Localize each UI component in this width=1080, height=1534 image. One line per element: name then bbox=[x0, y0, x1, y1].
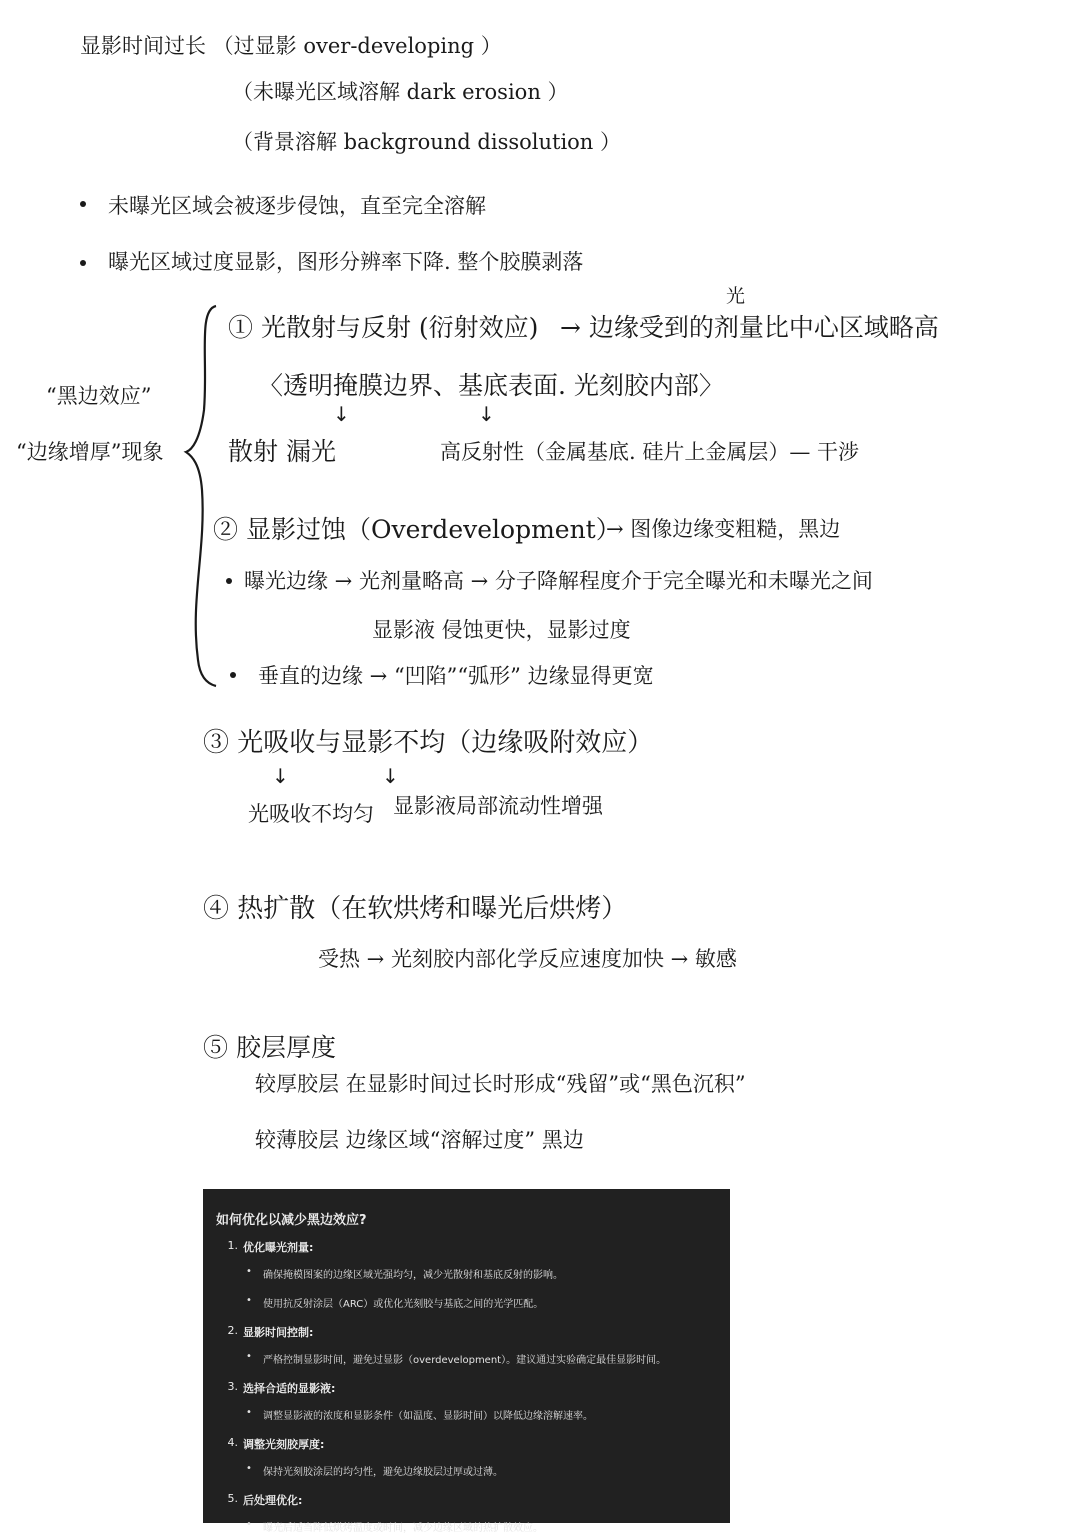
side-label-black-edge: “黑边效应” bbox=[46, 384, 152, 408]
panel-title: 如何优化以减少黑边效应? bbox=[216, 1213, 367, 1228]
panel-bullet-text: 使用抗反射涂层（ARC）或优化光刻胶与基底之间的光学匹配。 bbox=[263, 1299, 544, 1310]
item3-right-note: 显影液局部流动性增强 bbox=[393, 794, 603, 818]
intro-line-1: 显影时间过长 （过显影 over-developing ） bbox=[80, 34, 502, 58]
item5-line-2: 较薄胶层 边缘区域“溶解过度” 黑边 bbox=[255, 1128, 584, 1152]
bullet-icon: • bbox=[246, 1463, 252, 1474]
item2-arrow-text: → 图像边缘变粗糙，黑边 bbox=[606, 517, 841, 541]
panel-section bbox=[216, 1492, 718, 1534]
panel-section bbox=[216, 1239, 718, 1310]
panel-section-heading bbox=[216, 1324, 718, 1340]
item3-heading: ③ 光吸收与显影不均（边缘吸附效应） bbox=[203, 728, 654, 758]
item1-right-note: 高反射性（金属基底. 硅片上金属层）— 干涉 bbox=[440, 440, 860, 464]
panel-section-heading bbox=[216, 1436, 718, 1452]
bullet-icon: • bbox=[246, 1295, 252, 1306]
panel-section-heading bbox=[216, 1492, 718, 1508]
bullet-dot bbox=[80, 260, 86, 266]
panel-bullet bbox=[246, 1351, 718, 1366]
item4-heading: ④ 热扩散（在软烘烤和曝光后烘烤） bbox=[203, 894, 628, 924]
panel-section-heading bbox=[216, 1380, 718, 1396]
item1-caret-text: 光 bbox=[726, 285, 746, 307]
bullet-icon: • bbox=[246, 1519, 252, 1530]
side-label-edge-thickening: “边缘增厚”现象 bbox=[16, 440, 164, 464]
arrow-down-icon: ↓ bbox=[478, 402, 495, 426]
curly-brace bbox=[180, 300, 220, 690]
intro-line-3: （背景溶解 background dissolution ） bbox=[232, 130, 622, 154]
item1-left-note: 散射 漏光 bbox=[228, 437, 336, 466]
arrow-down-icon: ↓ bbox=[382, 764, 399, 788]
panel-bullet bbox=[246, 1519, 718, 1534]
panel-section-title: 选择合适的显影液: bbox=[243, 1382, 336, 1395]
panel-bullet-text: 调整显影液的浓度和显影条件（如温度、显影时间）以降低边缘溶解速率。 bbox=[263, 1411, 593, 1422]
panel-bullet bbox=[246, 1266, 718, 1281]
item5-heading: ⑤ 胶层厚度 bbox=[203, 1033, 336, 1062]
panel-section-number: 1. bbox=[227, 1239, 238, 1252]
panel-section-title: 显影时间控制: bbox=[243, 1326, 314, 1339]
optimization-panel bbox=[203, 1189, 730, 1534]
panel-section-number: 3. bbox=[227, 1380, 238, 1393]
panel-section-title: 后处理优化: bbox=[243, 1494, 303, 1507]
item2-bullet-1-cont: 显影液 侵蚀更快，显影过度 bbox=[372, 618, 631, 642]
bullet-icon: • bbox=[246, 1266, 252, 1277]
panel-section-title: 调整光刻胶厚度: bbox=[243, 1438, 325, 1451]
intro-bullet-2: 曝光区域过度显影，图形分辨率下降. 整个胶膜剥落 bbox=[108, 250, 584, 274]
item2-bullet-2: 垂直的边缘 → “凹陷”“弧形” 边缘显得更宽 bbox=[258, 664, 654, 688]
item2-bullet-1: 曝光边缘 → 光剂量略高 → 分子降解程度介于完全曝光和未曝光之间 bbox=[244, 569, 873, 593]
panel-section-heading bbox=[216, 1239, 718, 1255]
item3-left-note: 光吸收不均匀 bbox=[248, 802, 374, 826]
panel-bullet bbox=[246, 1407, 718, 1422]
bullet-icon: • bbox=[246, 1407, 252, 1418]
item1-sub: 〈透明掩膜边界、基底表面. 光刻胶内部〉 bbox=[258, 371, 724, 400]
panel-bullet bbox=[246, 1463, 718, 1478]
panel-bullet-text: 严格控制显影时间，避免过显影（overdevelopment）。建议通过实验确定最佳显影时间。 bbox=[263, 1355, 667, 1366]
bullet-dot bbox=[230, 672, 236, 678]
panel-section bbox=[216, 1436, 718, 1478]
bullet-icon: • bbox=[246, 1351, 252, 1362]
panel-sections bbox=[216, 1239, 718, 1534]
panel-section bbox=[216, 1324, 718, 1366]
panel-section-number: 5. bbox=[227, 1492, 238, 1505]
bullet-dot bbox=[226, 578, 232, 584]
item1-arrow-text: → 边缘受到的剂量比中心区域略高 bbox=[560, 313, 939, 342]
item1-heading: ① 光散射与反射 (衍射效应) bbox=[228, 313, 539, 342]
arrow-down-icon: ↓ bbox=[272, 764, 289, 788]
panel-section-number: 4. bbox=[227, 1436, 238, 1449]
intro-line-2: （未曝光区域溶解 dark erosion ） bbox=[232, 80, 569, 104]
panel-bullet-text: 曝光后适当降低烘烤温度或时间，减少边缘区域的热扩散效应。 bbox=[263, 1523, 543, 1534]
panel-bullet-text: 确保掩模图案的边缘区域光强均匀，减少光散射和基底反射的影响。 bbox=[263, 1270, 563, 1281]
item2-heading: ② 显影过蚀（Overdevelopment） bbox=[213, 515, 621, 544]
panel-section bbox=[216, 1380, 718, 1422]
intro-bullet-1: 未曝光区域会被逐步侵蚀，直至完全溶解 bbox=[108, 194, 486, 218]
panel-section-number: 2. bbox=[227, 1324, 238, 1337]
item5-line-1: 较厚胶层 在显影时间过长时形成“残留”或“黑色沉积” bbox=[255, 1072, 746, 1096]
bullet-dot bbox=[80, 201, 86, 207]
arrow-down-icon: ↓ bbox=[333, 402, 350, 426]
item4-line: 受热 → 光刻胶内部化学反应速度加快 → 敏感 bbox=[318, 947, 737, 971]
panel-section-title: 优化曝光剂量: bbox=[243, 1241, 314, 1254]
panel-bullet bbox=[246, 1295, 718, 1310]
panel-bullet-text: 保持光刻胶涂层的均匀性，避免边缘胶层过厚或过薄。 bbox=[263, 1467, 503, 1478]
